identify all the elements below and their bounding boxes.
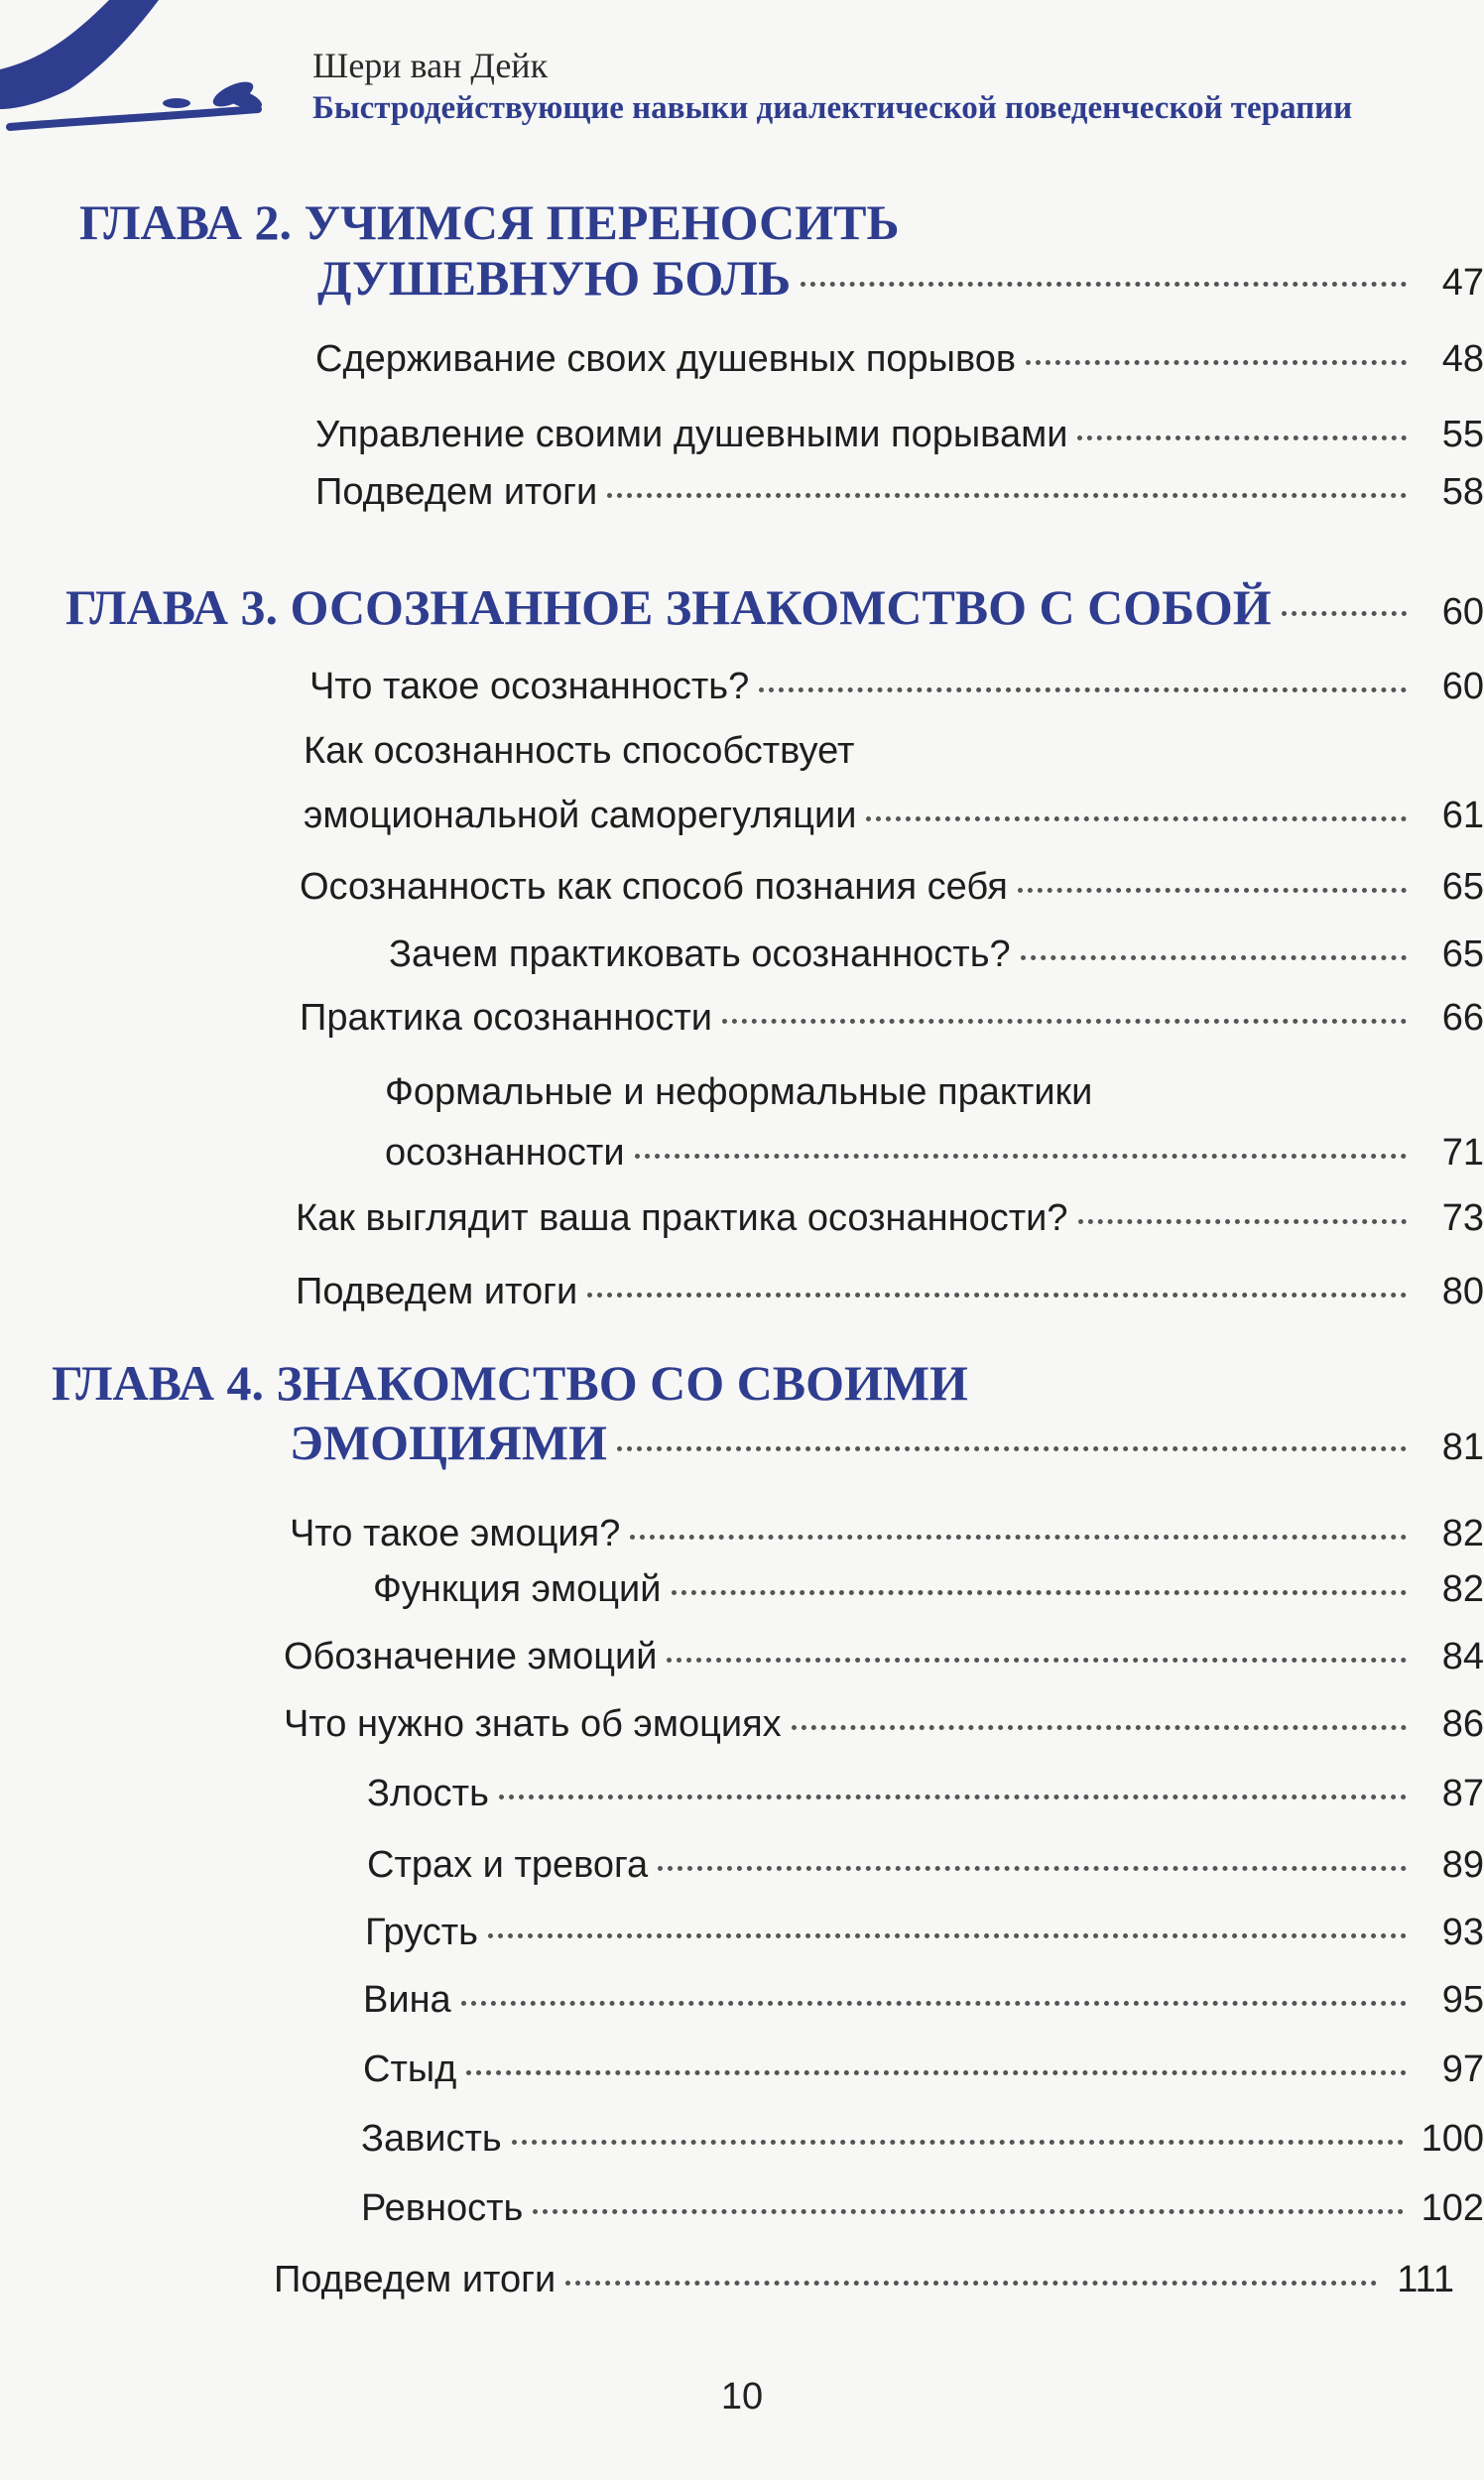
page-number: 82	[1441, 1568, 1484, 1610]
page-number: 82	[1441, 1513, 1484, 1554]
page-number: 93	[1441, 1912, 1484, 1953]
page-footer-number: 10	[720, 2376, 764, 2418]
chapter-title-line: ДУШЕВНУЮ БОЛЬ	[317, 250, 792, 306]
toc-entry	[296, 1270, 1484, 1313]
page-number: 97	[1441, 2048, 1484, 2090]
entry-label: Зачем практиковать осознанность?	[389, 933, 1011, 975]
page-number: 65	[1441, 933, 1484, 975]
page-number: 102	[1421, 2187, 1484, 2229]
dot-leader	[499, 1795, 1407, 1799]
bird-logo-icon	[0, 0, 278, 139]
dot-leader	[759, 687, 1407, 692]
entry-label: Злость	[367, 1773, 489, 1814]
dot-leader	[1018, 888, 1407, 893]
toc-entry	[367, 1843, 1484, 1887]
toc-entry	[300, 996, 1484, 1040]
page-number: 71	[1441, 1132, 1484, 1174]
toc-entry	[290, 1512, 1484, 1555]
dot-leader	[565, 2281, 1377, 2286]
entry-label: Вина	[363, 1979, 451, 2021]
dot-leader	[630, 1535, 1407, 1540]
dot-leader	[1077, 435, 1407, 440]
entry-label: Как выглядит ваша практика осознанности?	[296, 1197, 1068, 1239]
page-number: 73	[1441, 1197, 1484, 1239]
toc-entry	[284, 1702, 1484, 1746]
chapter-2-heading	[79, 194, 1484, 250]
toc-entry	[361, 2117, 1484, 2161]
page-number: 87	[1441, 1773, 1484, 1814]
dot-leader	[587, 1293, 1407, 1298]
entry-label: Подведем итоги	[315, 471, 598, 513]
page-number: 81	[1441, 1426, 1484, 1468]
dot-leader	[607, 493, 1407, 498]
entry-label: Практика осознанности	[300, 997, 712, 1039]
page-number: 111	[1397, 2259, 1454, 2300]
page-number: 60	[1441, 591, 1484, 633]
toc-entry	[300, 865, 1484, 909]
toc-entry	[309, 665, 1484, 708]
dot-leader	[461, 2001, 1407, 2006]
toc-entry	[315, 337, 1484, 381]
dot-leader	[533, 2209, 1403, 2214]
dot-leader	[1078, 1219, 1407, 1224]
dot-leader	[466, 2070, 1407, 2075]
page-number: 84	[1441, 1636, 1484, 1677]
toc-entry	[365, 1911, 1484, 1954]
page-number: 61	[1441, 795, 1484, 836]
page-number: 48	[1441, 338, 1484, 380]
toc-entry	[304, 794, 1484, 837]
entry-label: Ревность	[361, 2187, 524, 2229]
dot-leader	[722, 1019, 1407, 1024]
toc-entry	[373, 1567, 1484, 1611]
toc-entry	[284, 1635, 1484, 1678]
entry-label: осознанности	[385, 1132, 625, 1174]
author-name: Шери ван Дейк	[312, 46, 549, 85]
dot-leader	[512, 2140, 1404, 2145]
toc-entry	[296, 1196, 1484, 1240]
dot-leader	[617, 1446, 1407, 1451]
dot-leader	[488, 1933, 1407, 1938]
toc-entry	[361, 2186, 1484, 2230]
dot-leader	[672, 1590, 1408, 1595]
toc-entry	[363, 2047, 1484, 2091]
entry-label: Стыд	[363, 2048, 457, 2090]
toc-entry	[363, 1978, 1484, 2022]
entry-label: Обозначение эмоций	[284, 1636, 658, 1677]
page-number: 66	[1441, 997, 1484, 1039]
page-number: 89	[1441, 1844, 1484, 1886]
toc-entry	[315, 470, 1484, 514]
toc-entry	[367, 1772, 1484, 1815]
entry-label: Что такое осознанность?	[309, 666, 750, 707]
page-number: 95	[1441, 1979, 1484, 2021]
page-number: 65	[1441, 866, 1484, 908]
page-number: 55	[1441, 414, 1484, 455]
chapter-4-title-row	[290, 1415, 1484, 1475]
chapter-title-line: ЭМОЦИЯМИ	[290, 1415, 607, 1470]
running-header	[312, 44, 1484, 129]
entry-label: Что нужно знать об эмоциях	[284, 1703, 782, 1745]
entry-label: эмоциональной саморегуляции	[304, 795, 857, 836]
entry-label: Функция эмоций	[373, 1568, 662, 1610]
toc-entry	[274, 2258, 1454, 2301]
chapter-3-heading	[65, 579, 1484, 640]
chapter-title-line: ГЛАВА 2. УЧИМСЯ ПЕРЕНОСИТЬ	[79, 194, 900, 250]
entry-label: Управление своими душевными порывами	[315, 414, 1068, 455]
page-number: 80	[1441, 1271, 1484, 1312]
page-number: 86	[1441, 1703, 1484, 1745]
toc-entry	[389, 932, 1484, 976]
entry-label: Подведем итоги	[296, 1271, 578, 1312]
chapter-title-line: ГЛАВА 3. ОСОЗНАННОЕ ЗНАКОМСТВО С СОБОЙ	[65, 579, 1272, 635]
entry-label: Зависть	[361, 2118, 502, 2160]
entry-label: Подведем итоги	[274, 2259, 556, 2300]
dot-leader	[1026, 360, 1407, 365]
book-title: Быстродействующие навыки диалектической поведенческой терапии	[312, 90, 1353, 126]
chapter-title-line: ГЛАВА 4. ЗНАКОМСТВО СО СВОИМИ	[52, 1355, 968, 1411]
entry-label-line1: Формальные и неформальные практики	[385, 1071, 1093, 1113]
dot-leader	[635, 1154, 1407, 1159]
entry-label: Грусть	[365, 1912, 478, 1953]
page-number: 100	[1421, 2118, 1484, 2160]
page-number: 60	[1441, 666, 1484, 707]
entry-label: Осознанность как способ познания себя	[300, 866, 1008, 908]
dot-leader	[866, 816, 1407, 821]
toc-entry	[385, 1131, 1484, 1175]
entry-label-line1: Как осознанность способствует	[304, 730, 855, 772]
entry-label: Что такое эмоция?	[290, 1513, 621, 1554]
entry-label: Сдерживание своих душевных порывов	[315, 338, 1017, 380]
dot-leader	[1282, 611, 1407, 616]
dot-leader	[658, 1866, 1407, 1871]
chapter-4-heading	[52, 1355, 1484, 1411]
dot-leader	[667, 1658, 1407, 1663]
dot-leader	[792, 1725, 1407, 1730]
dot-leader	[1021, 955, 1407, 960]
entry-label: Страх и тревога	[367, 1844, 649, 1886]
page-number: 47	[1441, 262, 1484, 304]
dot-leader	[801, 282, 1407, 287]
toc-entry	[315, 413, 1484, 456]
chapter-2-title-row	[317, 250, 1484, 310]
page-number: 58	[1441, 471, 1484, 513]
